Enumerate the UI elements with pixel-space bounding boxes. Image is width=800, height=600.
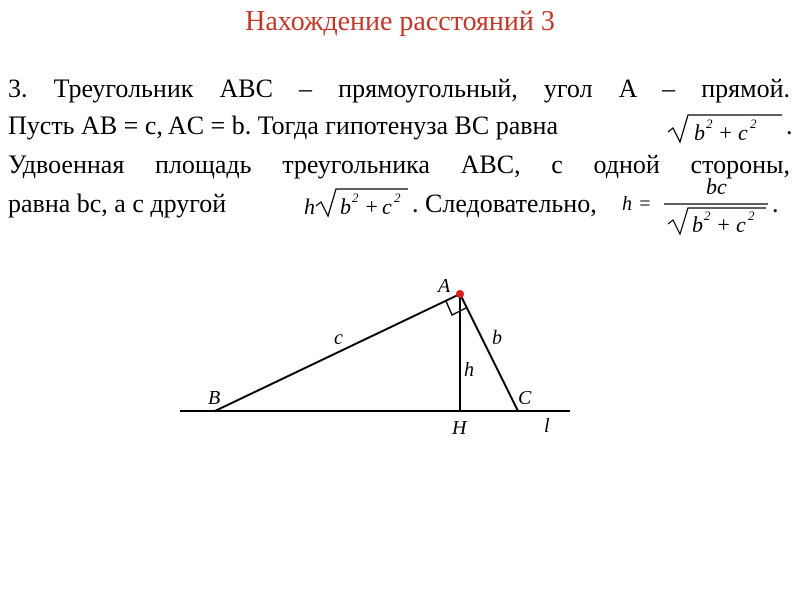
label-altitude-h: h [464, 359, 474, 381]
svg-text:2: 2 [394, 190, 401, 205]
svg-text:h: h [622, 193, 632, 215]
text-line-2-start: Пусть AB = c, AC = b. Тогда гипотенуза BC равна [8, 111, 558, 140]
svg-text:2: 2 [704, 208, 711, 223]
svg-text:c: c [738, 120, 748, 145]
label-side-b: b [492, 327, 502, 349]
period-1: . [786, 111, 793, 140]
point-a [456, 290, 464, 298]
text-line-1: 3. Треугольник ABC – прямоугольный, угол A – прямой. [8, 74, 790, 103]
svg-text:c: c [382, 194, 392, 219]
label-line-l: l [544, 415, 550, 437]
svg-text:+: + [716, 212, 731, 237]
svg-text:bc: bc [706, 174, 727, 199]
right-angle-mark [446, 301, 466, 315]
svg-text:b: b [692, 212, 703, 237]
label-a: A [438, 275, 451, 297]
svg-text:2: 2 [748, 208, 755, 223]
side-ac [460, 294, 518, 411]
svg-text:b: b [694, 120, 705, 145]
svg-text:+: + [718, 120, 733, 145]
svg-text:2: 2 [706, 116, 713, 131]
label-c: C [518, 387, 532, 409]
text-line-3: Удвоенная площадь треугольника ABC, с одной стороны, [8, 150, 790, 179]
label-b: B [208, 387, 221, 409]
period-2: . [772, 189, 779, 218]
text-line-4-end: . Следовательно, [412, 189, 597, 218]
svg-text:b: b [340, 194, 351, 219]
svg-text:+: + [364, 194, 379, 219]
svg-text:c: c [736, 212, 746, 237]
label-side-c: c [334, 327, 343, 349]
side-ab [215, 294, 460, 411]
svg-text:h: h [304, 194, 315, 219]
svg-text:2: 2 [750, 116, 757, 131]
svg-text:2: 2 [352, 190, 359, 205]
svg-text:=: = [638, 193, 652, 215]
page-title: Нахождение расстояний 3 [245, 6, 555, 37]
text-line-4-start: равна bc, а с другой [8, 189, 227, 218]
label-h-point: H [452, 417, 467, 439]
